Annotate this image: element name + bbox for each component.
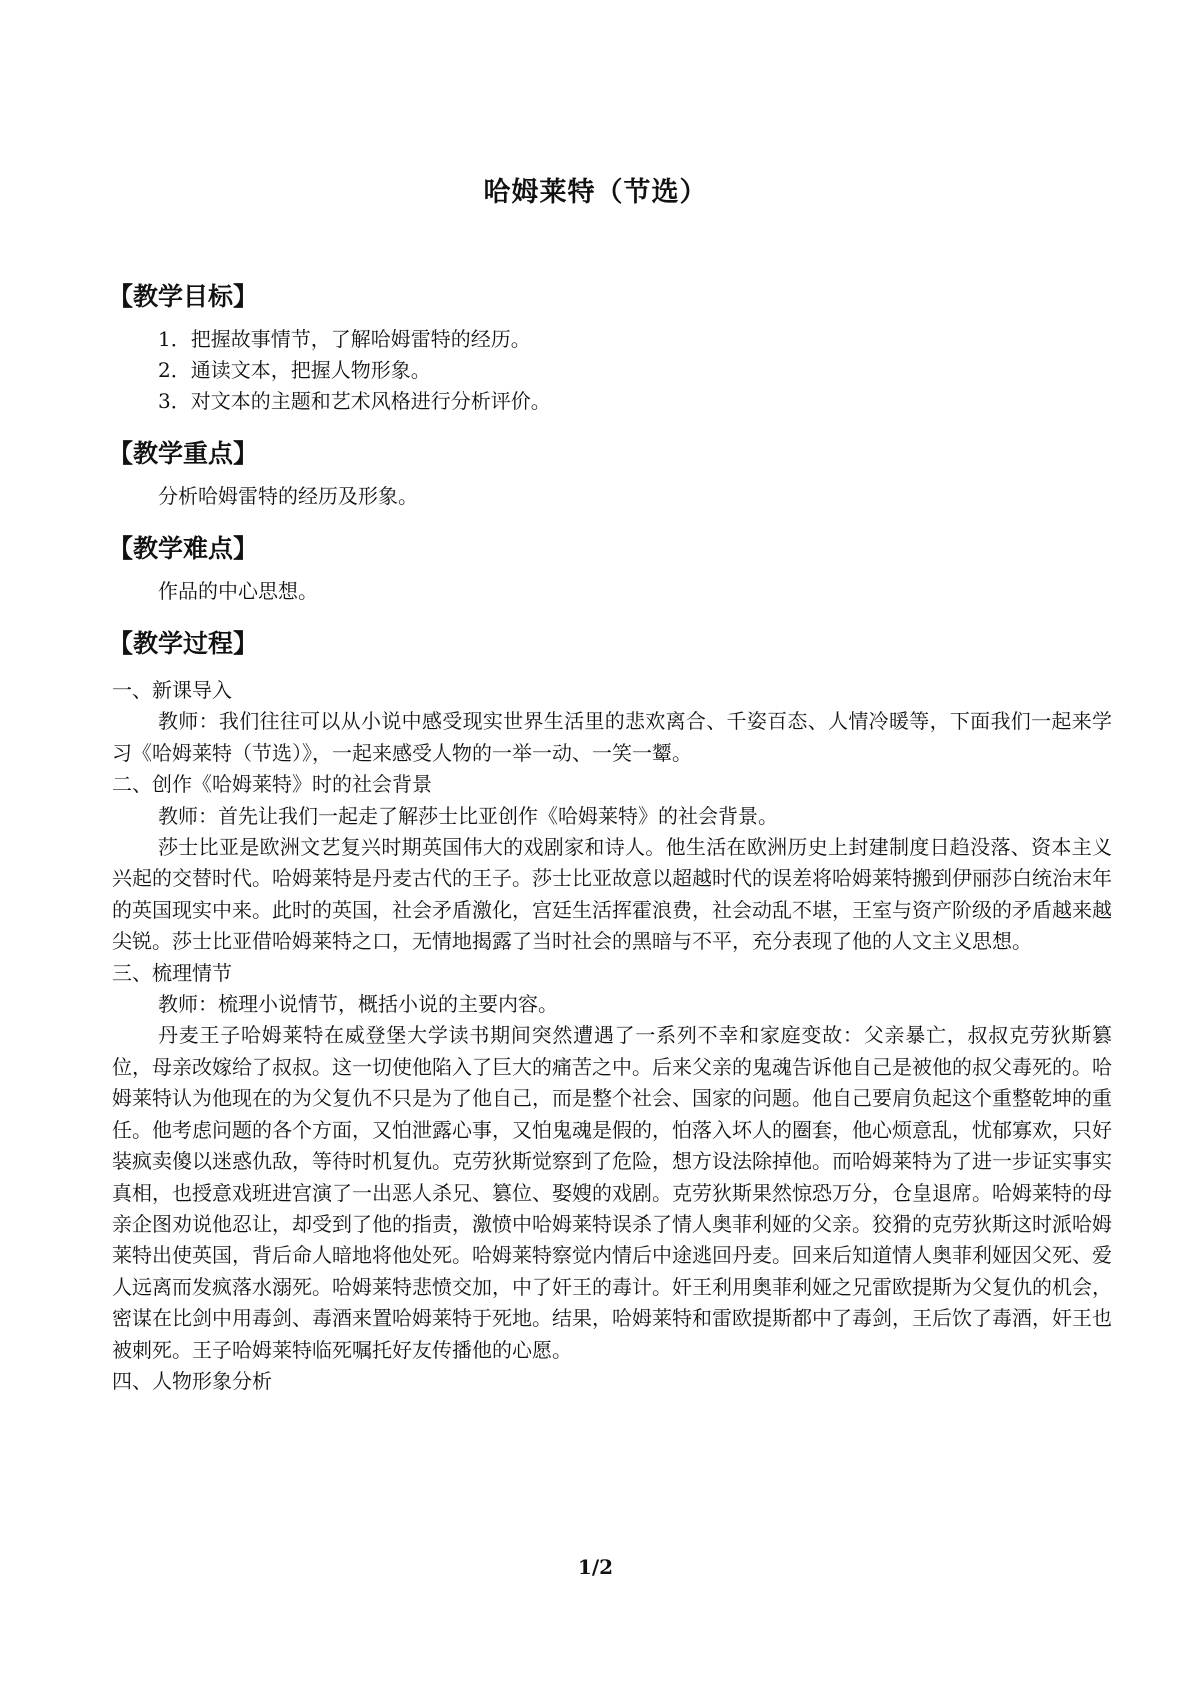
section-1-paragraph-1: 教师：我们往往可以从小说中感受现实世界生活里的悲欢离合、千姿百态、人情冷暖等，下面我们一起来学习《哈姆莱特（节选）》，一起来感受人物的一举一动、一笑一颦。 [112,709,1112,765]
objective-item-2: 2．通读文本，把握人物形象。 [158,358,431,382]
key-points-heading: 【教学重点】 [108,439,259,468]
objectives-heading: 【教学目标】 [108,282,259,311]
process-content [112,675,1112,1397]
section-2-paragraph-1: 教师：首先让我们一起走了解莎士比亚创作《哈姆莱特》的社会背景。 [158,803,778,828]
process-heading: 【教学过程】 [108,629,259,658]
difficulties-heading: 【教学难点】 [108,534,259,563]
document-title: 哈姆莱特（节选） [483,177,708,208]
key-points-text: 分析哈姆雷特的经历及形象。 [158,484,418,508]
document-body [108,282,1112,1397]
section-1-title: 一、新课导入 [112,678,232,702]
difficulties-text: 作品的中心思想。 [158,579,318,603]
section-2-title: 二、创作《哈姆莱特》时的社会背景 [112,772,432,797]
page-number: 1/2 [577,1555,614,1579]
objective-item-3: 3．对文本的主题和艺术风格进行分析评价。 [158,389,551,413]
section-3-title: 三、梳理情节 [112,960,232,985]
objective-item-1: 1．把握故事情节，了解哈姆雷特的经历。 [158,327,531,351]
section-4-title: 四、人物形象分析 [112,1368,272,1393]
section-3-paragraph-1: 教师：梳理小说情节，概括小说的主要内容。 [158,992,558,1017]
objectives-list [112,324,1112,417]
section-3-paragraph-2: 丹麦王子哈姆莱特在威登堡大学读书期间突然遭遇了一系列不幸和家庭变故：父亲暴亡，叔叔克劳狄斯篡位，母亲改嫁给了叔叔。这一切使他陷入了巨大的痛苦之中。后来父亲的鬼魂告诉他自己是被他的叔父毒死的。哈姆莱特认为他现在的为父复仇不只是为了他自己，而是整个社会、国家的问题。他自己要肩负起这个重整乾坤的重任。他考虑问题的各个方面，又怕泄露心事，又怕鬼魂是假的，怕落入坏人的圈套，他心烦意乱，忧郁寡欢，只好装疯卖傻以迷惑仇敌，等待时机复仇。克劳狄斯觉察到了危险，想方设法除掉他。而哈姆莱特为了进一步证实事实真相，也授意戏班进宫演了一出恶人杀兄、篡位、娶嫂的戏剧。克劳狄斯果然惊恐万分，仓皇退席。哈姆莱特的母亲企图劝说他忍让，却受到了他的指责，激愤中哈姆莱特误杀了情人奥菲利娅的父亲。狡猾的克劳狄斯这时派哈姆莱特出使英国，背后命人暗地将他处死。哈姆莱特察觉内情后中途逃回丹麦。回来后知道情人奥菲利娅因父死、爱人远离而发疯落水溺死。哈姆莱特悲愤交加，中了奸王的毒计。奸王利用奥菲利娅之兄雷欧提斯为父复仇的机会，密谋在比剑中用毒剑、毒酒来置哈姆莱特于死地。结果，哈姆莱特和雷欧提斯都中了毒剑，王后饮了毒酒，奸王也被刺死。王子哈姆莱特临死嘱托好友传播他的心愿。 [112,1023,1112,1362]
section-2-paragraph-2: 莎士比亚是欧洲文艺复兴时期英国伟大的戏剧家和诗人。他生活在欧洲历史上封建制度日趋没落、资本主义兴起的交替时代。哈姆莱特是丹麦古代的王子。莎士比亚故意以超越时代的误差将哈姆莱特搬到伊丽莎白统治末年的英国现实中来。此时的英国，社会矛盾激化，宫廷生活挥霍浪费，社会动乱不堪，王室与资产阶级的矛盾越来越尖锐。莎士比亚借哈姆莱特之口，无情地揭露了当时社会的黑暗与不平，充分表现了他的人文主义思想。 [112,835,1112,954]
